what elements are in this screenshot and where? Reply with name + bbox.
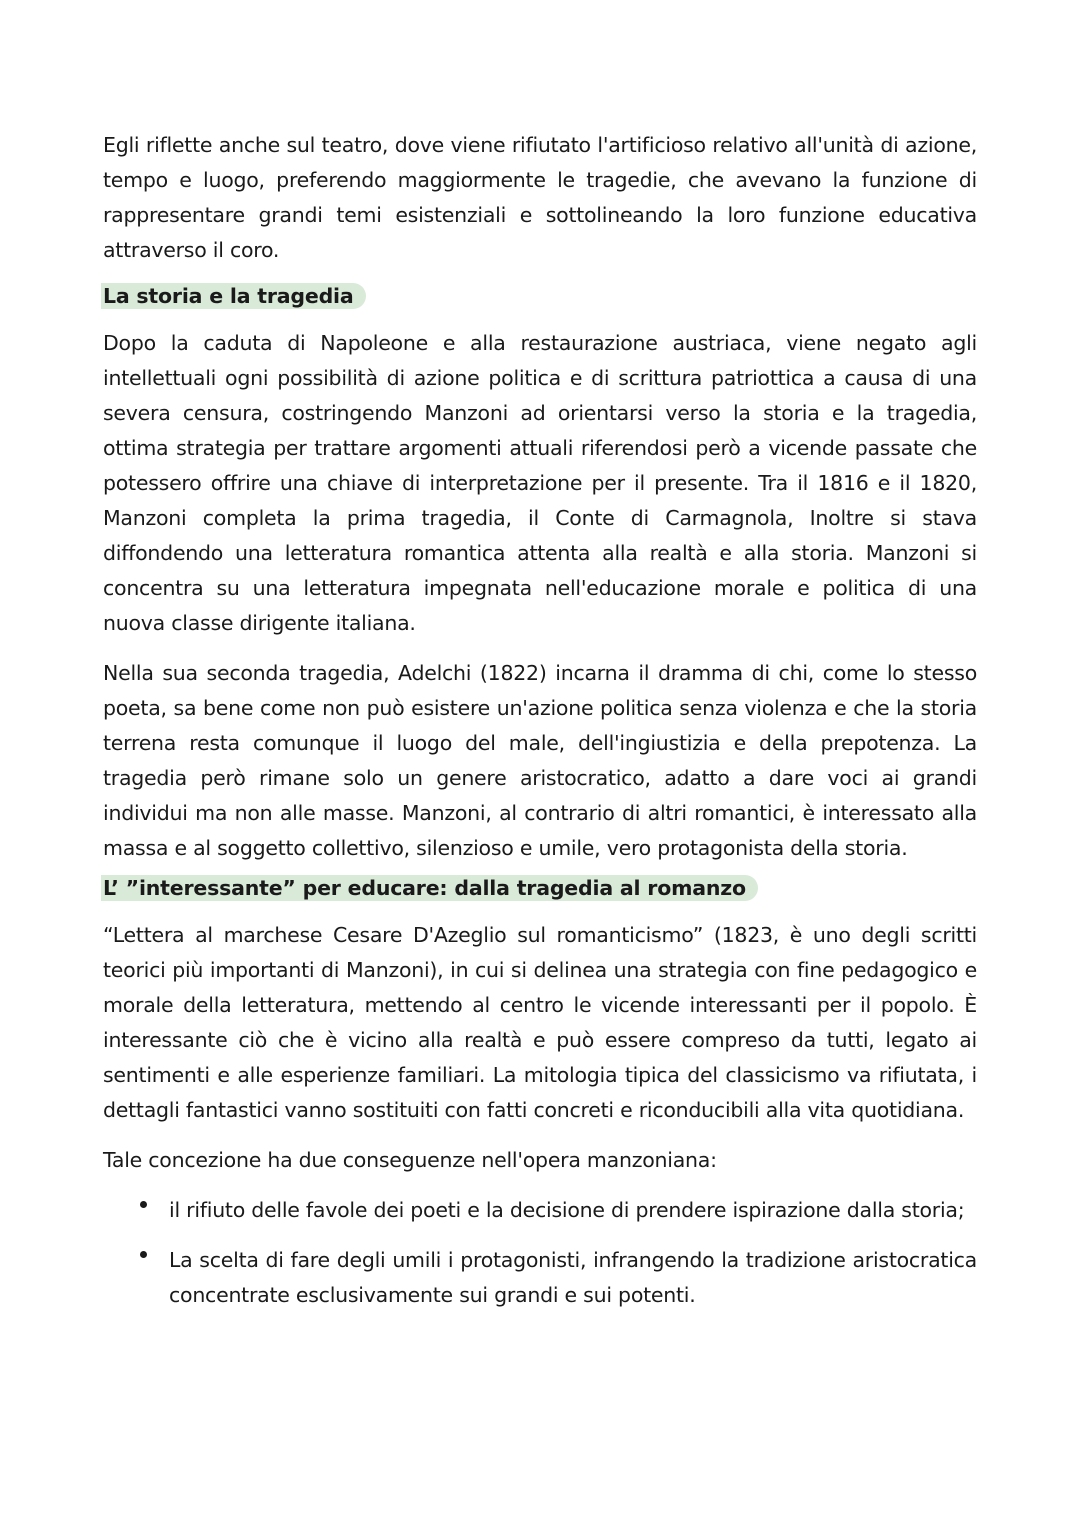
section-heading-interessante: L’ ”interessante” per educare: dalla tragedia al romanzo xyxy=(101,875,758,901)
section-heading-wrapper xyxy=(103,875,977,918)
list-item xyxy=(140,1243,977,1313)
list-item-text: il rifiuto delle favole dei poeti e la decisione di prendere ispirazione dalla storia; xyxy=(169,1198,965,1222)
paragraph-storia-2: Nella sua seconda tragedia, Adelchi (1822) incarna il dramma di chi, come lo stesso poeta, sa bene come non può esistere un'azione politica senza violenza e che la storia terrena resta comunque il luogo del male, dell'ingiustizia e della prepotenza. La tragedia però rimane solo un genere aristocratico, adatto a dare voci ai grandi individui ma non alle masse. Manzoni, al contrario di altri romantici, è interessato alla massa e al soggetto collettivo, silenzioso e umile, vero protagonista della storia. xyxy=(103,661,977,860)
list-item-text: La scelta di fare degli umili i protagonisti, infrangendo la tradizione aristocratica concentrate esclusivamente sui grandi e sui potenti. xyxy=(169,1248,977,1307)
paragraph-lettera: “Lettera al marchese Cesare D'Azeglio sul romanticismo” (1823, è uno degli scritti teorici più importanti di Manzoni), in cui si delinea una strategia con fine pedagogico e morale della letteratura, mettendo al centro le vicende interessanti per il popolo. È interessante ciò che è vicino alla realtà e può essere compreso da tutti, legato ai sentimenti e alle esperienze familiari. La mitologia tipica del classicismo va rifiutata, i dettagli fantastici vanno sostituiti con fatti concreti e riconducibili alla vita quotidiana. xyxy=(103,923,977,1122)
bullet-icon xyxy=(140,1251,147,1258)
paragraph-conseguenze-intro: Tale concezione ha due conseguenze nell'opera manzoniana: xyxy=(103,1148,717,1172)
section-heading-wrapper xyxy=(103,283,977,326)
consequences-list xyxy=(103,1193,977,1313)
paragraph-storia-1: Dopo la caduta di Napoleone e alla restaurazione austriaca, viene negato agli intellettuali ogni possibilità di azione politica e di scrittura patriottica a causa di una severa censura, costringendo Manzoni ad orientarsi verso la storia e la tragedia, ottima strategia per trattare argomenti attuali riferendosi però a vicende passate che potessero offrire una chiave di interpretazione per il presente. Tra il 1816 e il 1820, Manzoni completa la prima tragedia, il Conte di Carmagnola, Inoltre si stava diffondendo una letteratura romantica attenta alla realtà e alla storia. Manzoni si concentra su una letteratura impegnata nell'educazione morale e politica di una nuova classe dirigente italiana. xyxy=(103,331,977,635)
section-heading-storia-tragedia: La storia e la tragedia xyxy=(101,283,366,309)
bullet-icon xyxy=(140,1201,147,1208)
document-page xyxy=(103,128,977,1328)
list-item xyxy=(140,1193,977,1228)
intro-paragraph: Egli riflette anche sul teatro, dove viene rifiutato l'artificioso relativo all'unità di azione, tempo e luogo, preferendo maggiormente le tragedie, che avevano la funzione di rappresentare grandi temi esistenziali e sottolineando la loro funzione educativa attraverso il coro. xyxy=(103,133,977,262)
